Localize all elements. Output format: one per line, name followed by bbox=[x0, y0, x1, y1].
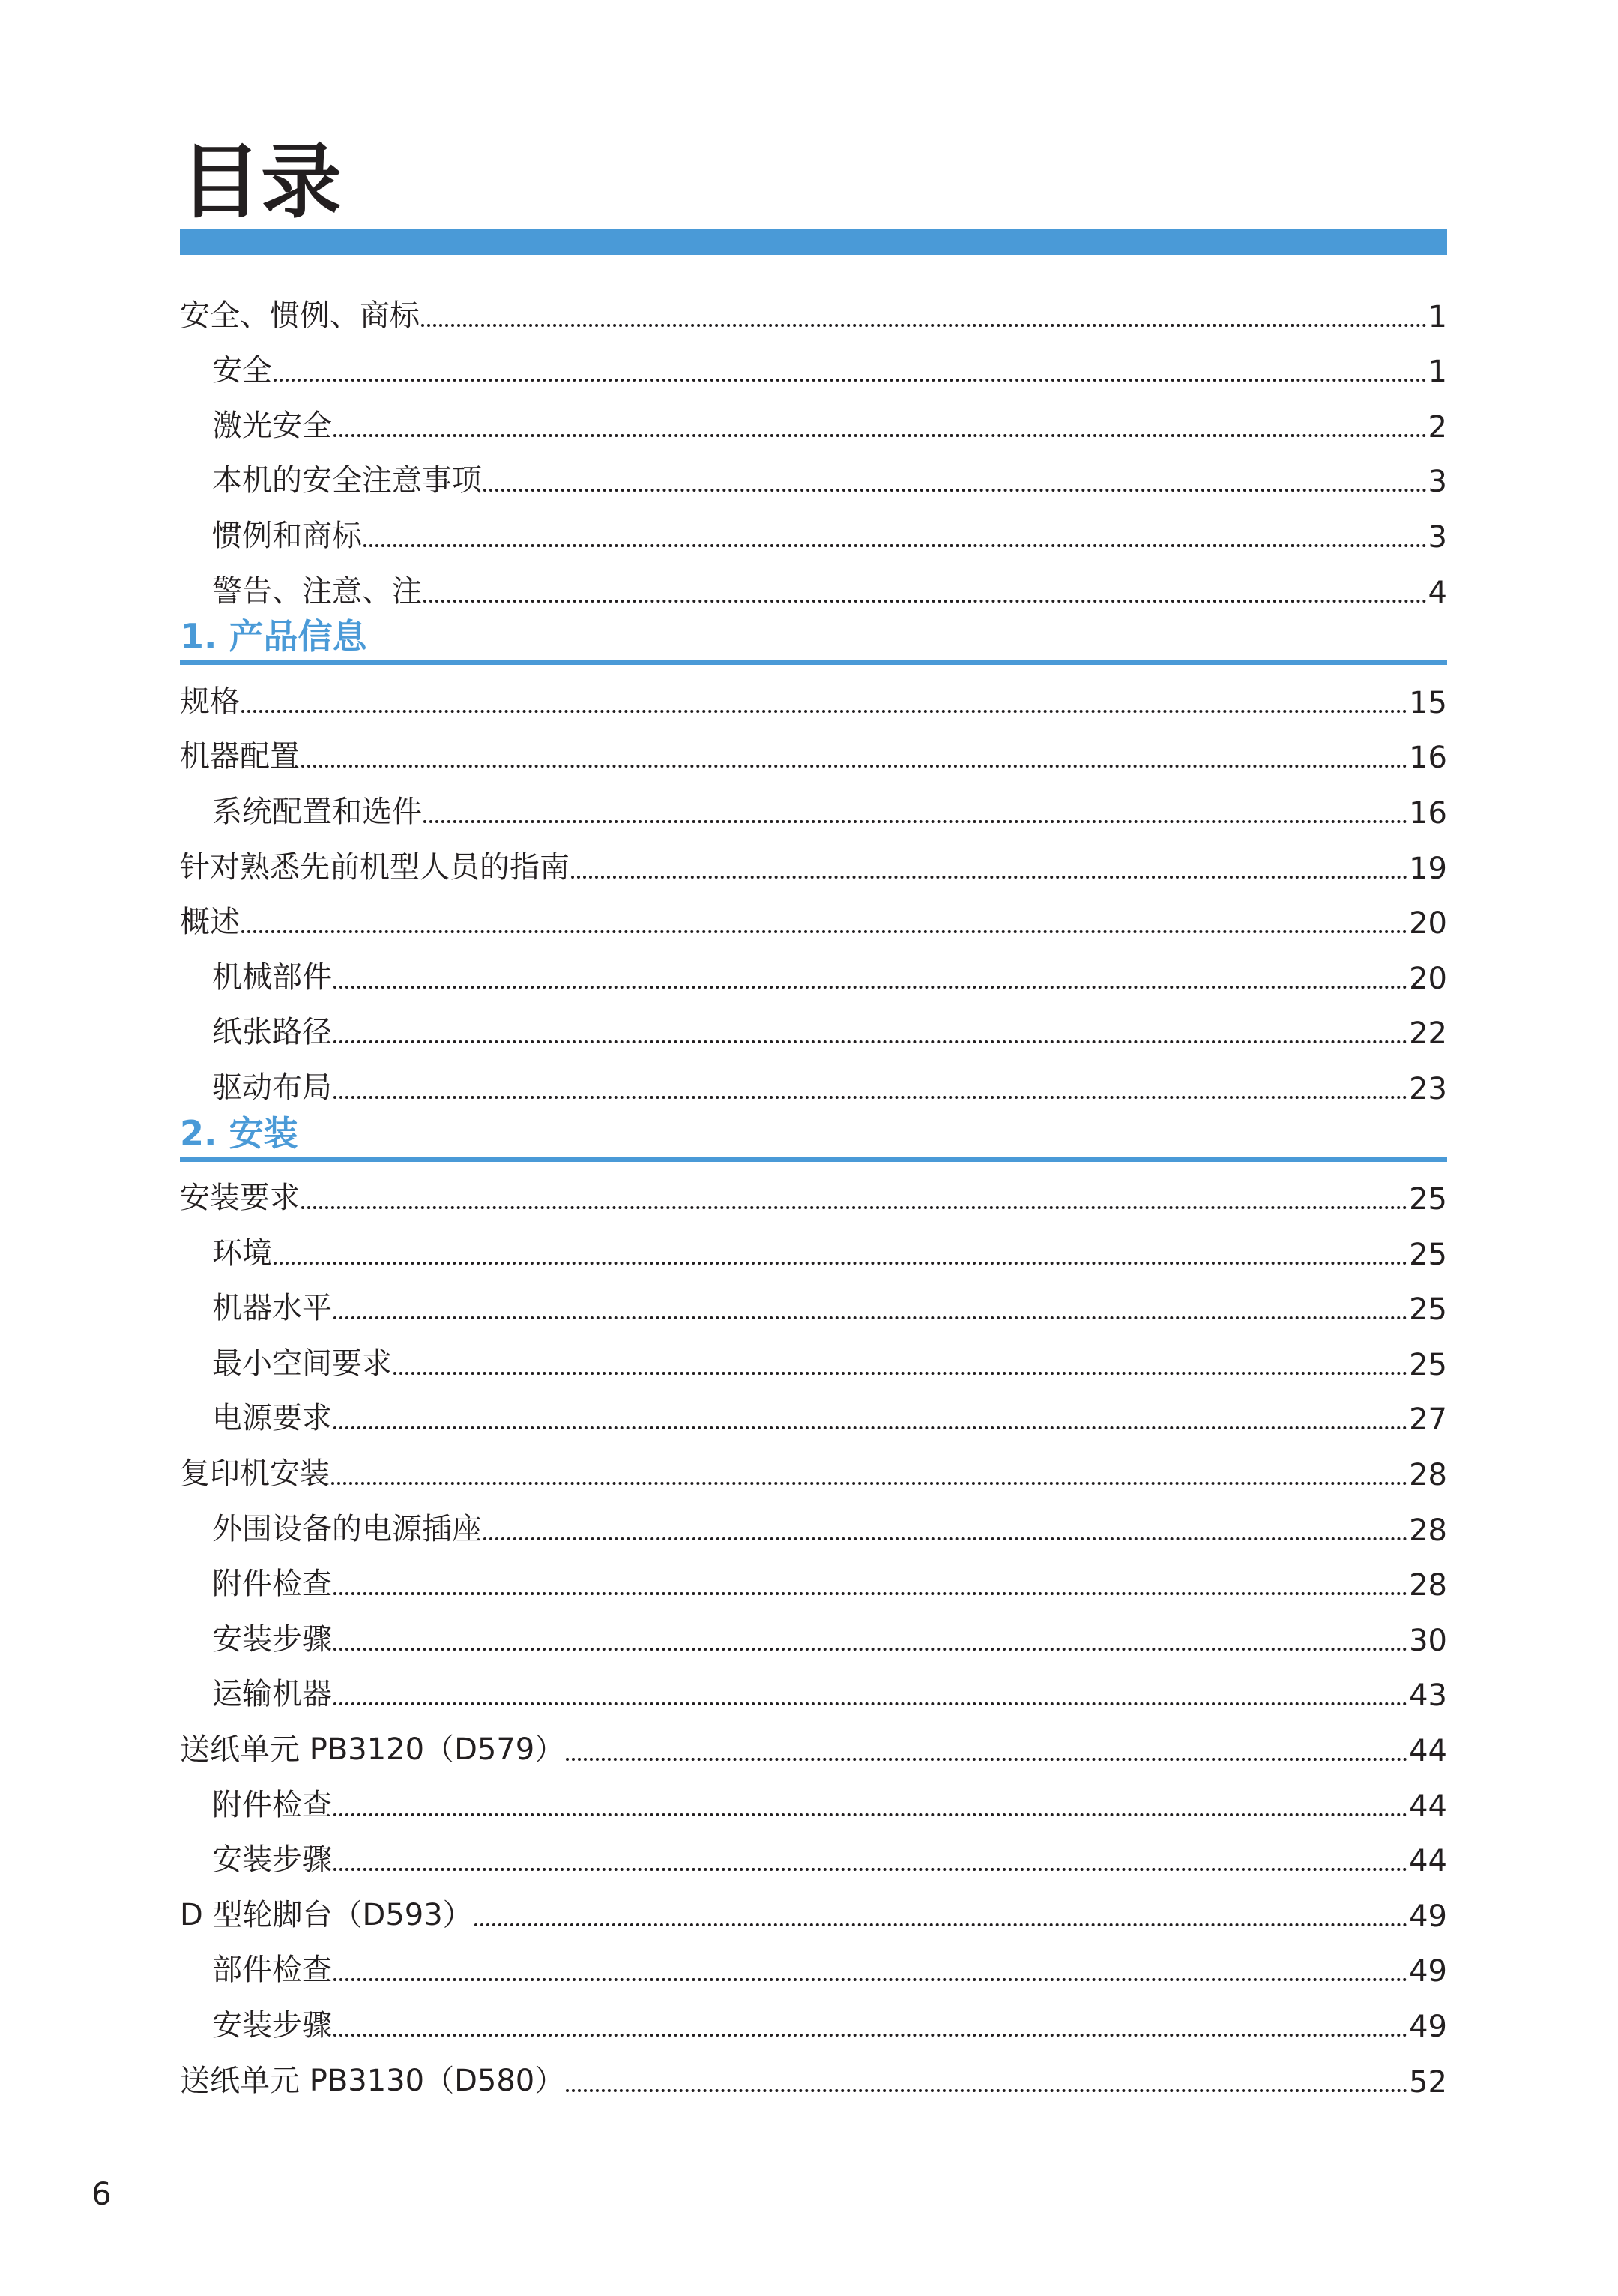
toc-entry-label: 最小空间要求 bbox=[212, 1346, 392, 1381]
toc-entry-label: 规格 bbox=[180, 684, 240, 719]
toc-entry-label: 安装步骤 bbox=[212, 2008, 332, 2043]
dot-leader bbox=[333, 986, 1407, 989]
toc-entry-page: 2 bbox=[1428, 409, 1447, 445]
dot-leader bbox=[421, 324, 1427, 327]
toc-entry[interactable] bbox=[180, 775, 1447, 831]
toc-entry-page: 15 bbox=[1409, 685, 1447, 720]
dot-leader bbox=[274, 1262, 1407, 1265]
toc-entry-label: 驱动布局 bbox=[212, 1070, 332, 1105]
dot-leader bbox=[241, 930, 1407, 933]
toc-entry-page: 49 bbox=[1409, 1899, 1447, 1934]
chapter-rule bbox=[180, 1157, 1447, 1162]
toc-entry-page: 16 bbox=[1409, 741, 1447, 776]
toc-entry-label: 电源要求 bbox=[212, 1401, 332, 1436]
toc-entry-page: 3 bbox=[1428, 519, 1447, 555]
toc-entry[interactable] bbox=[180, 1934, 1447, 1989]
toc-entry-label: 环境 bbox=[212, 1235, 272, 1271]
toc-entry-label: 纸张路径 bbox=[212, 1015, 332, 1050]
toc-chapter-1-section bbox=[180, 665, 1447, 1106]
toc-entry[interactable] bbox=[180, 1051, 1447, 1106]
chapter-rule bbox=[180, 660, 1447, 665]
toc-entry[interactable] bbox=[180, 1603, 1447, 1658]
toc-entry[interactable] bbox=[180, 279, 1447, 334]
toc-entry-page: 19 bbox=[1409, 851, 1447, 886]
toc-entry[interactable] bbox=[180, 1713, 1447, 1768]
dot-leader bbox=[566, 1758, 1407, 1761]
toc-entry-label: 警告、注意、注 bbox=[212, 573, 422, 609]
dot-leader bbox=[333, 1096, 1407, 1099]
dot-leader bbox=[474, 1923, 1407, 1926]
toc-entry-page: 43 bbox=[1409, 1678, 1447, 1714]
toc-entry[interactable] bbox=[180, 1492, 1447, 1548]
dot-leader bbox=[333, 1592, 1407, 1595]
dot-leader bbox=[333, 1426, 1407, 1429]
dot-leader bbox=[566, 2089, 1407, 2092]
toc-entry[interactable] bbox=[180, 720, 1447, 776]
toc-entry[interactable] bbox=[180, 2044, 1447, 2100]
toc-entry[interactable] bbox=[180, 499, 1447, 555]
toc-entry[interactable] bbox=[180, 1382, 1447, 1438]
toc-entry-page: 28 bbox=[1409, 1568, 1447, 1603]
toc-entry-page: 49 bbox=[1409, 2010, 1447, 2044]
toc-entry-label: 机器配置 bbox=[180, 739, 300, 774]
toc-entry-page: 25 bbox=[1409, 1182, 1447, 1217]
toc-chapter-2-section bbox=[180, 1162, 1447, 2100]
toc-entry-page: 44 bbox=[1409, 1789, 1447, 1824]
dot-leader bbox=[423, 820, 1407, 823]
toc-entry-label: 送纸单元 PB3120（D579） bbox=[180, 1732, 565, 1768]
toc-entry[interactable] bbox=[180, 996, 1447, 1052]
toc-entry-label: 安装步骤 bbox=[212, 1621, 332, 1657]
chapter-heading-1 bbox=[180, 610, 1447, 666]
toc-entry-label: 复印机安装 bbox=[180, 1456, 330, 1492]
toc-entry-label: 附件检查 bbox=[212, 1567, 332, 1602]
toc-entry[interactable] bbox=[180, 1824, 1447, 1879]
toc-entry-label: 安全、惯例、商标 bbox=[180, 298, 420, 333]
toc-entry-page: 25 bbox=[1409, 1237, 1447, 1272]
toc-entry-page: 27 bbox=[1409, 1402, 1447, 1438]
toc-entry[interactable] bbox=[180, 1658, 1447, 1714]
toc-entry[interactable] bbox=[180, 1162, 1447, 1217]
toc-entry-page: 22 bbox=[1409, 1016, 1447, 1052]
dot-leader bbox=[241, 710, 1407, 713]
toc-entry-page: 30 bbox=[1409, 1623, 1447, 1658]
dot-leader bbox=[333, 1813, 1407, 1816]
toc-entry[interactable] bbox=[180, 1548, 1447, 1603]
toc-entry-page: 28 bbox=[1409, 1458, 1447, 1493]
dot-leader bbox=[333, 1648, 1407, 1651]
toc-entry-page: 1 bbox=[1428, 299, 1447, 334]
toc-entry[interactable] bbox=[180, 1437, 1447, 1492]
toc-entry-page: 25 bbox=[1409, 1292, 1447, 1328]
dot-leader bbox=[301, 765, 1407, 768]
table-of-contents bbox=[180, 279, 1447, 2100]
toc-entry[interactable] bbox=[180, 886, 1447, 941]
toc-entry[interactable] bbox=[180, 555, 1447, 610]
dot-leader bbox=[333, 1316, 1407, 1319]
toc-entry[interactable] bbox=[180, 1989, 1447, 2044]
toc-entry-label: 运输机器 bbox=[212, 1677, 332, 1712]
toc-entry-label: 本机的安全注意事项 bbox=[212, 463, 482, 498]
toc-entry-page: 20 bbox=[1409, 961, 1447, 996]
toc-entry[interactable] bbox=[180, 941, 1447, 996]
toc-entry-page: 4 bbox=[1428, 575, 1447, 610]
toc-entry-label: 送纸单元 PB3130（D580） bbox=[180, 2063, 565, 2098]
dot-leader bbox=[363, 544, 1427, 547]
toc-entry-label: 惯例和商标 bbox=[212, 518, 362, 553]
title-bar bbox=[180, 229, 1447, 255]
toc-entry-page: 28 bbox=[1409, 1513, 1447, 1548]
toc-entry-label: 安装步骤 bbox=[212, 1842, 332, 1878]
toc-entry[interactable] bbox=[180, 665, 1447, 720]
toc-intro-section bbox=[180, 279, 1447, 610]
page-number: 6 bbox=[91, 2175, 112, 2212]
dot-leader bbox=[393, 1372, 1407, 1375]
toc-entry-page: 20 bbox=[1409, 906, 1447, 941]
toc-entry[interactable] bbox=[180, 445, 1447, 500]
toc-entry[interactable] bbox=[180, 831, 1447, 886]
toc-entry-label: 附件检查 bbox=[212, 1787, 332, 1822]
dot-leader bbox=[301, 1206, 1407, 1209]
toc-entry-label: 部件检查 bbox=[212, 1953, 332, 1988]
dot-leader bbox=[333, 1702, 1407, 1705]
toc-entry-page: 44 bbox=[1409, 1734, 1447, 1769]
toc-entry-page: 49 bbox=[1409, 1954, 1447, 1989]
dot-leader bbox=[333, 1868, 1407, 1871]
dot-leader bbox=[333, 434, 1427, 437]
toc-entry[interactable] bbox=[180, 334, 1447, 390]
toc-entry-label: 概述 bbox=[180, 905, 240, 940]
dot-leader bbox=[333, 2034, 1407, 2037]
dot-leader bbox=[571, 876, 1407, 879]
dot-leader bbox=[483, 1537, 1407, 1540]
toc-entry[interactable] bbox=[180, 389, 1447, 445]
dot-leader bbox=[274, 379, 1427, 382]
toc-entry-page: 44 bbox=[1409, 1844, 1447, 1879]
dot-leader bbox=[483, 489, 1427, 492]
toc-entry-label: 针对熟悉先前机型人员的指南 bbox=[180, 849, 570, 885]
chapter-title[interactable]: 2. 安装 bbox=[180, 1112, 298, 1154]
toc-entry-page: 1 bbox=[1428, 355, 1447, 390]
toc-entry-label: 机械部件 bbox=[212, 959, 332, 995]
page-title: 目录 bbox=[180, 136, 342, 229]
toc-entry-label: 机器水平 bbox=[212, 1291, 332, 1326]
dot-leader bbox=[331, 1482, 1407, 1485]
toc-entry[interactable] bbox=[180, 1327, 1447, 1382]
dot-leader bbox=[333, 1978, 1407, 1981]
dot-leader bbox=[423, 600, 1427, 603]
toc-entry-label: 安装要求 bbox=[180, 1181, 300, 1216]
toc-entry[interactable] bbox=[180, 1878, 1447, 1934]
toc-entry-page: 52 bbox=[1409, 2064, 1447, 2100]
toc-entry-page: 16 bbox=[1409, 795, 1447, 831]
toc-entry-label: 系统配置和选件 bbox=[212, 794, 422, 829]
toc-entry-label: 安全 bbox=[212, 353, 272, 388]
toc-entry-page: 25 bbox=[1409, 1347, 1447, 1382]
toc-entry[interactable] bbox=[180, 1272, 1447, 1328]
chapter-title[interactable]: 1. 产品信息 bbox=[180, 616, 367, 657]
toc-entry-label: 激光安全 bbox=[212, 408, 332, 443]
toc-entry-page: 3 bbox=[1428, 465, 1447, 500]
toc-entry[interactable] bbox=[180, 1217, 1447, 1272]
toc-entry-label: 外围设备的电源插座 bbox=[212, 1511, 482, 1546]
toc-entry-label: D 型轮脚台（D593） bbox=[180, 1897, 473, 1932]
toc-entry-page: 23 bbox=[1409, 1071, 1447, 1106]
chapter-heading-2 bbox=[180, 1106, 1447, 1162]
dot-leader bbox=[333, 1040, 1407, 1043]
toc-entry[interactable] bbox=[180, 1768, 1447, 1824]
